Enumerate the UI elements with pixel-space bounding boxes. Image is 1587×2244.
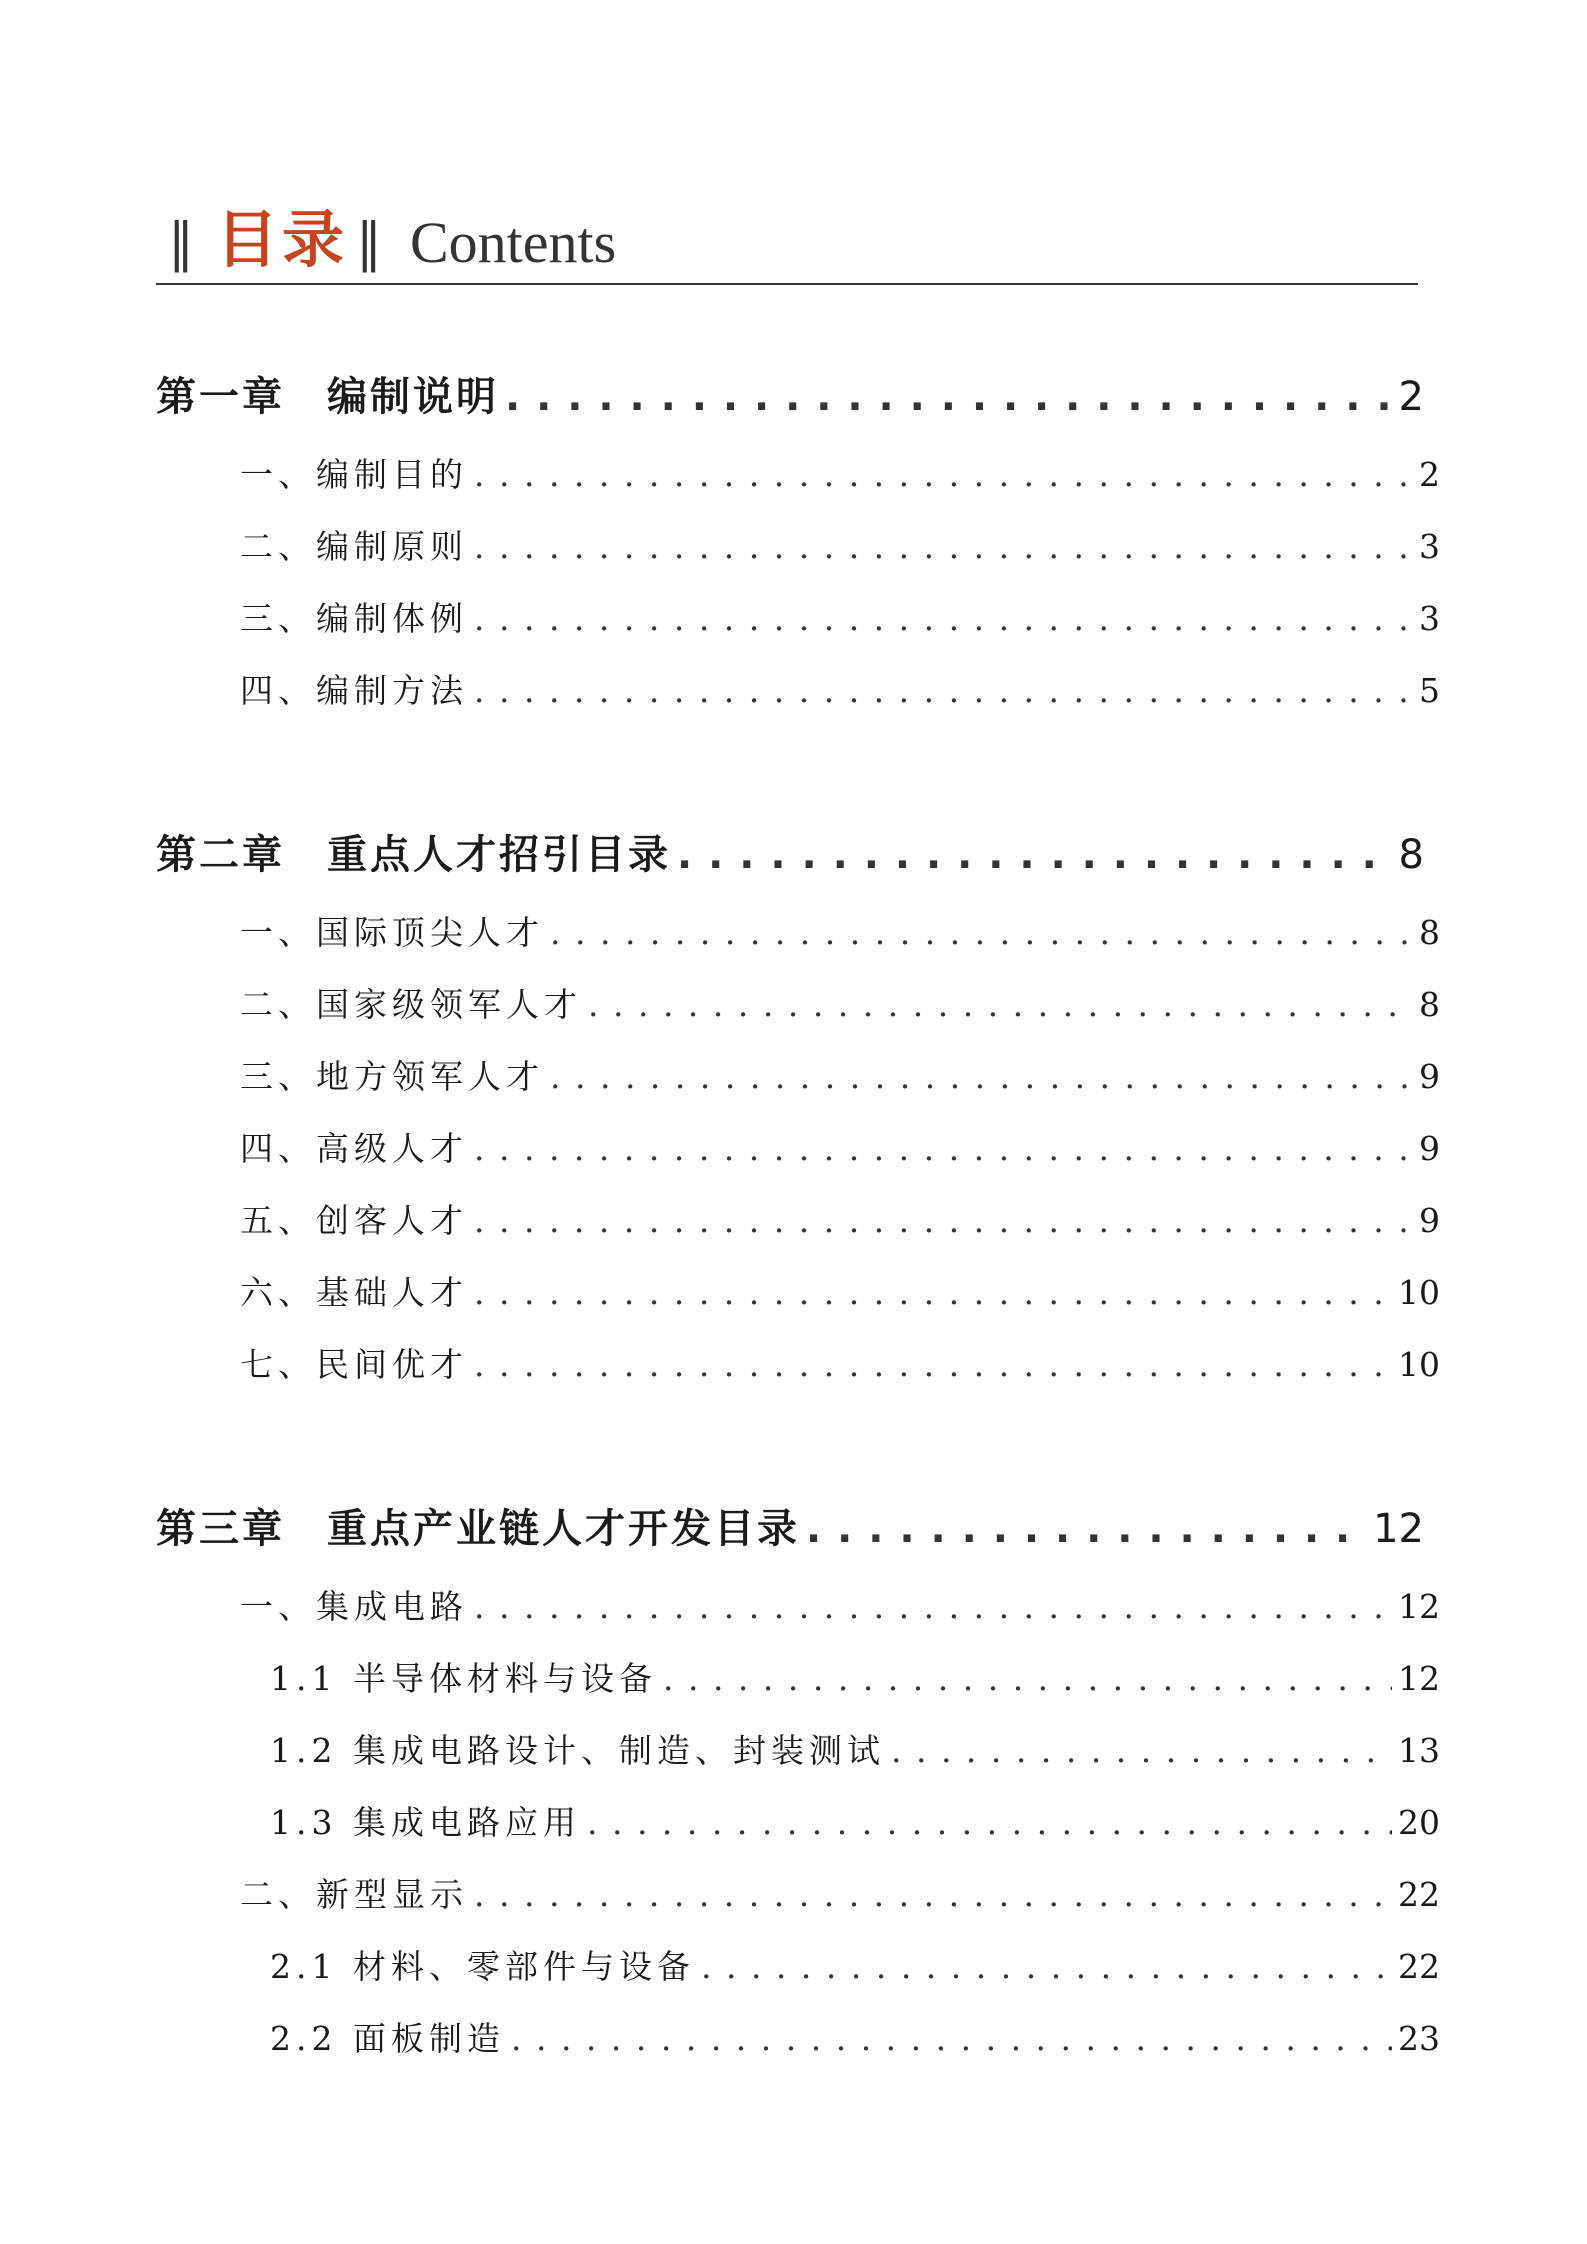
entry-title: 一、编制目的	[240, 455, 468, 494]
dot-leader	[474, 671, 1413, 710]
entry-title: 1.3 集成电路应用	[270, 1803, 581, 1842]
chapter-title: 重点产业链人才开发目录	[327, 1506, 800, 1552]
section-entry[interactable]	[240, 1267, 1440, 1339]
dot-leader	[474, 1273, 1392, 1312]
entry-title: 一、国际顶尖人才	[240, 913, 544, 952]
dot-leader	[474, 1345, 1392, 1384]
entry-title: 七、民间优才	[240, 1345, 468, 1384]
chapter-label: 第一章	[156, 374, 285, 420]
entry-page-number: 2	[1419, 455, 1440, 494]
chapter-entry[interactable]	[156, 365, 1428, 427]
entry-page-number: 10	[1398, 1273, 1440, 1312]
table-of-contents	[156, 365, 1440, 2171]
entry-page-number: 9	[1419, 1129, 1440, 1168]
chapter-entry[interactable]	[156, 823, 1428, 885]
section-entry[interactable]	[240, 1123, 1440, 1195]
entry-page-number: 20	[1398, 1803, 1440, 1842]
section-entry[interactable]	[240, 979, 1440, 1051]
dot-leader	[806, 1506, 1367, 1552]
entry-title: 三、地方领军人才	[240, 1057, 544, 1096]
section-entry[interactable]	[240, 1581, 1440, 1653]
entry-title: 四、高级人才	[240, 1129, 468, 1168]
entry-title: 五、创客人才	[240, 1201, 468, 1240]
header-rule	[156, 283, 1418, 285]
entry-page-number: 8	[1419, 913, 1440, 952]
entry-title: 2.1 材料、零部件与设备	[270, 1947, 695, 1986]
section-entry[interactable]	[240, 1869, 1440, 1941]
chapter-heading	[156, 365, 499, 422]
dot-leader	[677, 832, 1393, 878]
entry-page-number: 9	[1419, 1057, 1440, 1096]
dot-leader	[587, 1803, 1392, 1842]
section-entry[interactable]	[240, 1195, 1440, 1267]
entry-title: 1.1 半导体材料与设备	[270, 1659, 657, 1698]
dot-leader	[550, 1057, 1413, 1096]
chapter-title: 重点人才招引目录	[327, 832, 671, 878]
chapter-entry[interactable]	[156, 1497, 1428, 1559]
chapter-block	[156, 1497, 1440, 2085]
chapter-label: 第三章	[156, 1506, 285, 1552]
dot-leader	[474, 1201, 1413, 1240]
entry-page-number: 3	[1419, 527, 1440, 566]
section-entry[interactable]	[240, 449, 1440, 521]
dot-leader	[550, 913, 1413, 952]
section-entry[interactable]	[240, 521, 1440, 593]
chapter-page-number: 8	[1398, 832, 1424, 878]
entry-page-number: 13	[1398, 1731, 1440, 1770]
entry-title: 四、编制方法	[240, 671, 468, 710]
subsection-entry[interactable]	[270, 1797, 1440, 1869]
subsection-entry[interactable]	[270, 2013, 1440, 2085]
entry-title: 1.2 集成电路设计、制造、封装测试	[270, 1731, 885, 1770]
entry-page-number: 12	[1398, 1659, 1440, 1698]
dot-leader	[474, 1875, 1392, 1914]
subsection-entry[interactable]	[270, 1725, 1440, 1797]
section-entry[interactable]	[240, 1051, 1440, 1123]
chapter-title: 编制说明	[327, 374, 499, 420]
entry-page-number: 22	[1398, 1875, 1440, 1914]
chapter-heading	[156, 1497, 800, 1554]
section-entry[interactable]	[240, 665, 1440, 737]
toc-title-en: Contents	[410, 210, 617, 275]
chapter-block	[156, 365, 1440, 737]
chapter-block	[156, 823, 1440, 1411]
dot-leader	[511, 2019, 1392, 2058]
chapter-page-number: 2	[1398, 374, 1424, 420]
dot-leader	[474, 1129, 1413, 1168]
entry-page-number: 12	[1398, 1587, 1440, 1626]
chapter-heading	[156, 823, 671, 880]
subsection-entry[interactable]	[270, 1653, 1440, 1725]
entry-title: 二、新型显示	[240, 1875, 468, 1914]
toc-title-cn: 目录	[216, 203, 349, 276]
entry-title: 2.2 面板制造	[270, 2019, 505, 2058]
double-bar-left: ‖	[168, 213, 194, 273]
entry-title: 二、编制原则	[240, 527, 468, 566]
dot-leader	[588, 985, 1413, 1024]
dot-leader	[505, 374, 1393, 420]
dot-leader	[891, 1731, 1392, 1770]
dot-leader	[701, 1947, 1392, 1986]
entry-title: 二、国家级领军人才	[240, 985, 582, 1024]
dot-leader	[663, 1659, 1392, 1698]
section-entry[interactable]	[240, 593, 1440, 665]
chapter-label: 第二章	[156, 832, 285, 878]
entry-title: 三、编制体例	[240, 599, 468, 638]
section-entry[interactable]	[240, 1339, 1440, 1411]
double-bar-mid: ‖	[356, 213, 382, 273]
section-entry[interactable]	[240, 907, 1440, 979]
dot-leader	[474, 527, 1413, 566]
entry-page-number: 3	[1419, 599, 1440, 638]
dot-leader	[474, 599, 1413, 638]
entry-page-number: 8	[1419, 985, 1440, 1024]
entry-title: 六、基础人才	[240, 1273, 468, 1312]
entry-page-number: 10	[1398, 1345, 1440, 1384]
subsection-entry[interactable]	[270, 1941, 1440, 2013]
dot-leader	[474, 455, 1413, 494]
entry-title: 一、集成电路	[240, 1587, 468, 1626]
toc-header	[156, 205, 1418, 285]
entry-page-number: 5	[1419, 671, 1440, 710]
entry-page-number: 23	[1398, 2019, 1440, 2058]
entry-page-number: 9	[1419, 1201, 1440, 1240]
dot-leader	[474, 1587, 1392, 1626]
entry-page-number: 22	[1398, 1947, 1440, 1986]
chapter-page-number: 12	[1373, 1506, 1424, 1552]
